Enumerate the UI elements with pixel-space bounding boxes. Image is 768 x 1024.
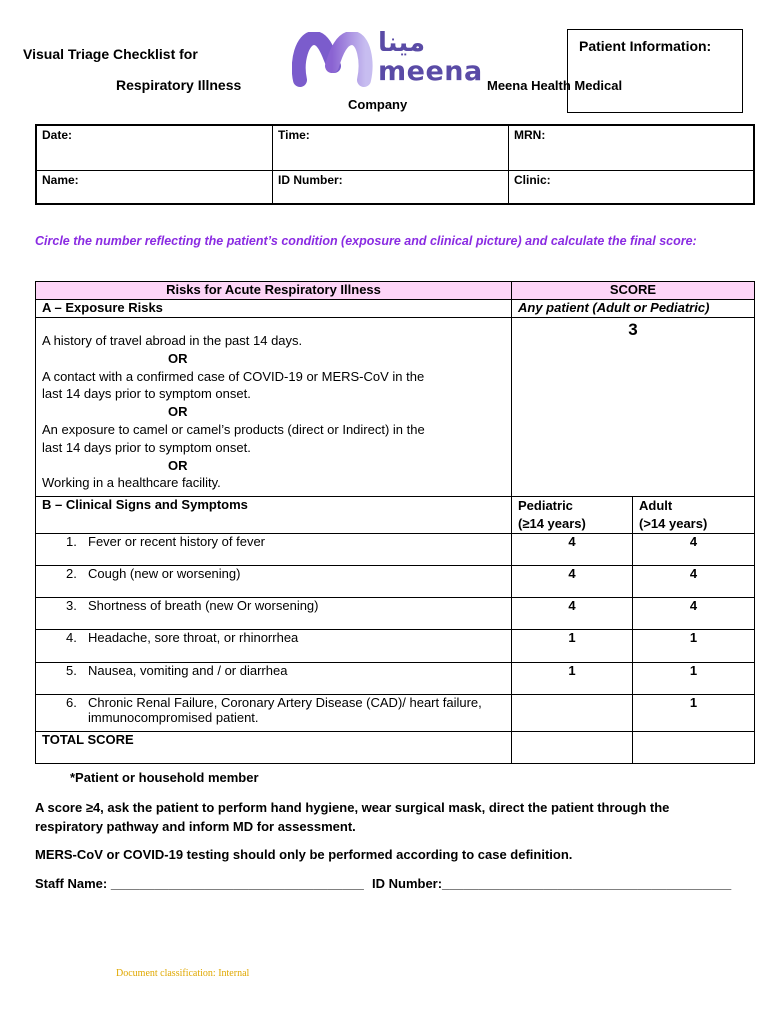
adult-header [633,497,755,534]
company-name-line2: Company [348,97,408,112]
symptom-cell [36,566,512,598]
patient-information-label: Patient Information: [579,38,712,54]
symptom-cell [36,663,512,695]
or-separator: OR [168,457,188,473]
symptom-text-continued: immunocompromised patient. [88,710,259,726]
total-adult-score[interactable] [633,732,755,764]
table-row [36,534,755,566]
section-a-score-label: Any patient (Adult or Pediatric) [512,300,755,318]
pediatric-score[interactable]: 1 [512,630,633,663]
symptom-text: Fever or recent history of fever [88,534,266,550]
score-note: A score ≥4, ask the patient to perform hand hygiene, wear surgical mask, direct the patient through the respiratory pathway and inform MD for assessment. [35,800,670,834]
pediatric-header [512,497,633,534]
table-row [36,630,755,663]
exposure-line: last 14 days prior to symptom onset. [42,386,251,402]
risks-header: Risks for Acute Respiratory Illness [36,282,512,300]
or-separator: OR [168,350,188,366]
total-score-label: TOTAL SCORE [36,732,512,764]
pediatric-age: (≥14 years) [518,516,586,532]
mrn-field[interactable]: MRN: [509,125,755,170]
id-number-line[interactable]: ID Number:________________________________________ [372,876,732,891]
adult-score[interactable]: 4 [633,598,755,630]
meena-logo-mark-icon [292,32,376,88]
pediatric-score[interactable] [512,695,633,732]
pediatric-score[interactable]: 4 [512,598,633,630]
symptom-text: Headache, sore throat, or rhinorrhea [88,630,299,646]
pediatric-score[interactable]: 4 [512,566,633,598]
adult-score[interactable]: 1 [633,663,755,695]
adult-score[interactable]: 4 [633,534,755,566]
adult-age: (>14 years) [639,516,708,532]
score-header: SCORE [512,282,755,300]
symptom-cell [36,695,512,732]
pediatric-score[interactable]: 1 [512,663,633,695]
household-note: *Patient or household member [70,770,259,785]
table-row [36,663,755,695]
exposure-line: A history of travel abroad in the past 14 days. [42,333,303,348]
symptom-number: 3. [66,598,77,614]
symptom-cell [36,630,512,663]
date-field[interactable]: Date: [36,125,273,170]
adult-label: Adult [639,498,673,514]
logo-english-text: meena [378,56,483,87]
symptom-text: Cough (new or worsening) [88,566,241,582]
symptom-text: Nausea, vomiting and / or diarrhea [88,663,288,679]
table-row [36,598,755,630]
adult-score[interactable]: 1 [633,630,755,663]
symptom-cell [36,598,512,630]
adult-score[interactable]: 1 [633,695,755,732]
symptom-number: 1. [66,534,77,550]
meena-logo [292,28,483,88]
document-classification: Document classification: Internal [116,968,250,979]
document-title-line2: Respiratory Illness [116,77,242,93]
exposure-line: A contact with a confirmed case of COVID-19 or MERS-CoV in the [42,368,425,384]
symptom-cell [36,534,512,566]
exposure-line: last 14 days prior to symptom onset. [42,439,251,455]
symptom-number: 6. [66,695,77,711]
exposure-line: An exposure to camel or camel’s products (direct or Indirect) in the [42,421,425,437]
document-title-line1: Visual Triage Checklist for [23,46,198,62]
logo-arabic-text: مينا [378,28,426,58]
company-name-line1: Meena Health Medical [487,78,623,93]
table-row [36,566,755,598]
symptom-number: 5. [66,663,77,679]
patient-info-table [35,124,755,205]
instructions-text: Circle the number reflecting the patient’s condition (exposure and clinical picture) and calculate the final score: [35,234,697,248]
section-a-score-value[interactable]: 3 [512,318,755,497]
clinic-field[interactable]: Clinic: [509,170,755,204]
name-field[interactable]: Name: [36,170,273,204]
total-pediatric-score[interactable] [512,732,633,764]
pediatric-score[interactable]: 4 [512,534,633,566]
time-field[interactable]: Time: [273,125,509,170]
symptom-number: 2. [66,566,77,582]
symptom-text: Chronic Renal Failure, Coronary Artery Disease (CAD)/ heart failure, [88,695,482,711]
exposure-line: Working in a healthcare facility. [42,475,221,491]
risk-score-table [35,281,755,764]
adult-score[interactable]: 4 [633,566,755,598]
symptom-number: 4. [66,630,77,646]
testing-note: MERS-CoV or COVID-19 testing should only be performed according to case definition. [35,847,573,862]
table-row [36,695,755,732]
section-a-title: A – Exposure Risks [36,300,512,318]
id-number-field[interactable]: ID Number: [273,170,509,204]
staff-name-line[interactable]: Staff Name: ___________________________________ [35,876,364,891]
or-separator: OR [168,404,188,420]
section-b-title: B – Clinical Signs and Symptoms [36,497,512,534]
pediatric-label: Pediatric [518,498,573,514]
patient-information-box [567,29,743,113]
exposure-risks-list [36,318,512,497]
symptom-text: Shortness of breath (new Or worsening) [88,598,319,614]
